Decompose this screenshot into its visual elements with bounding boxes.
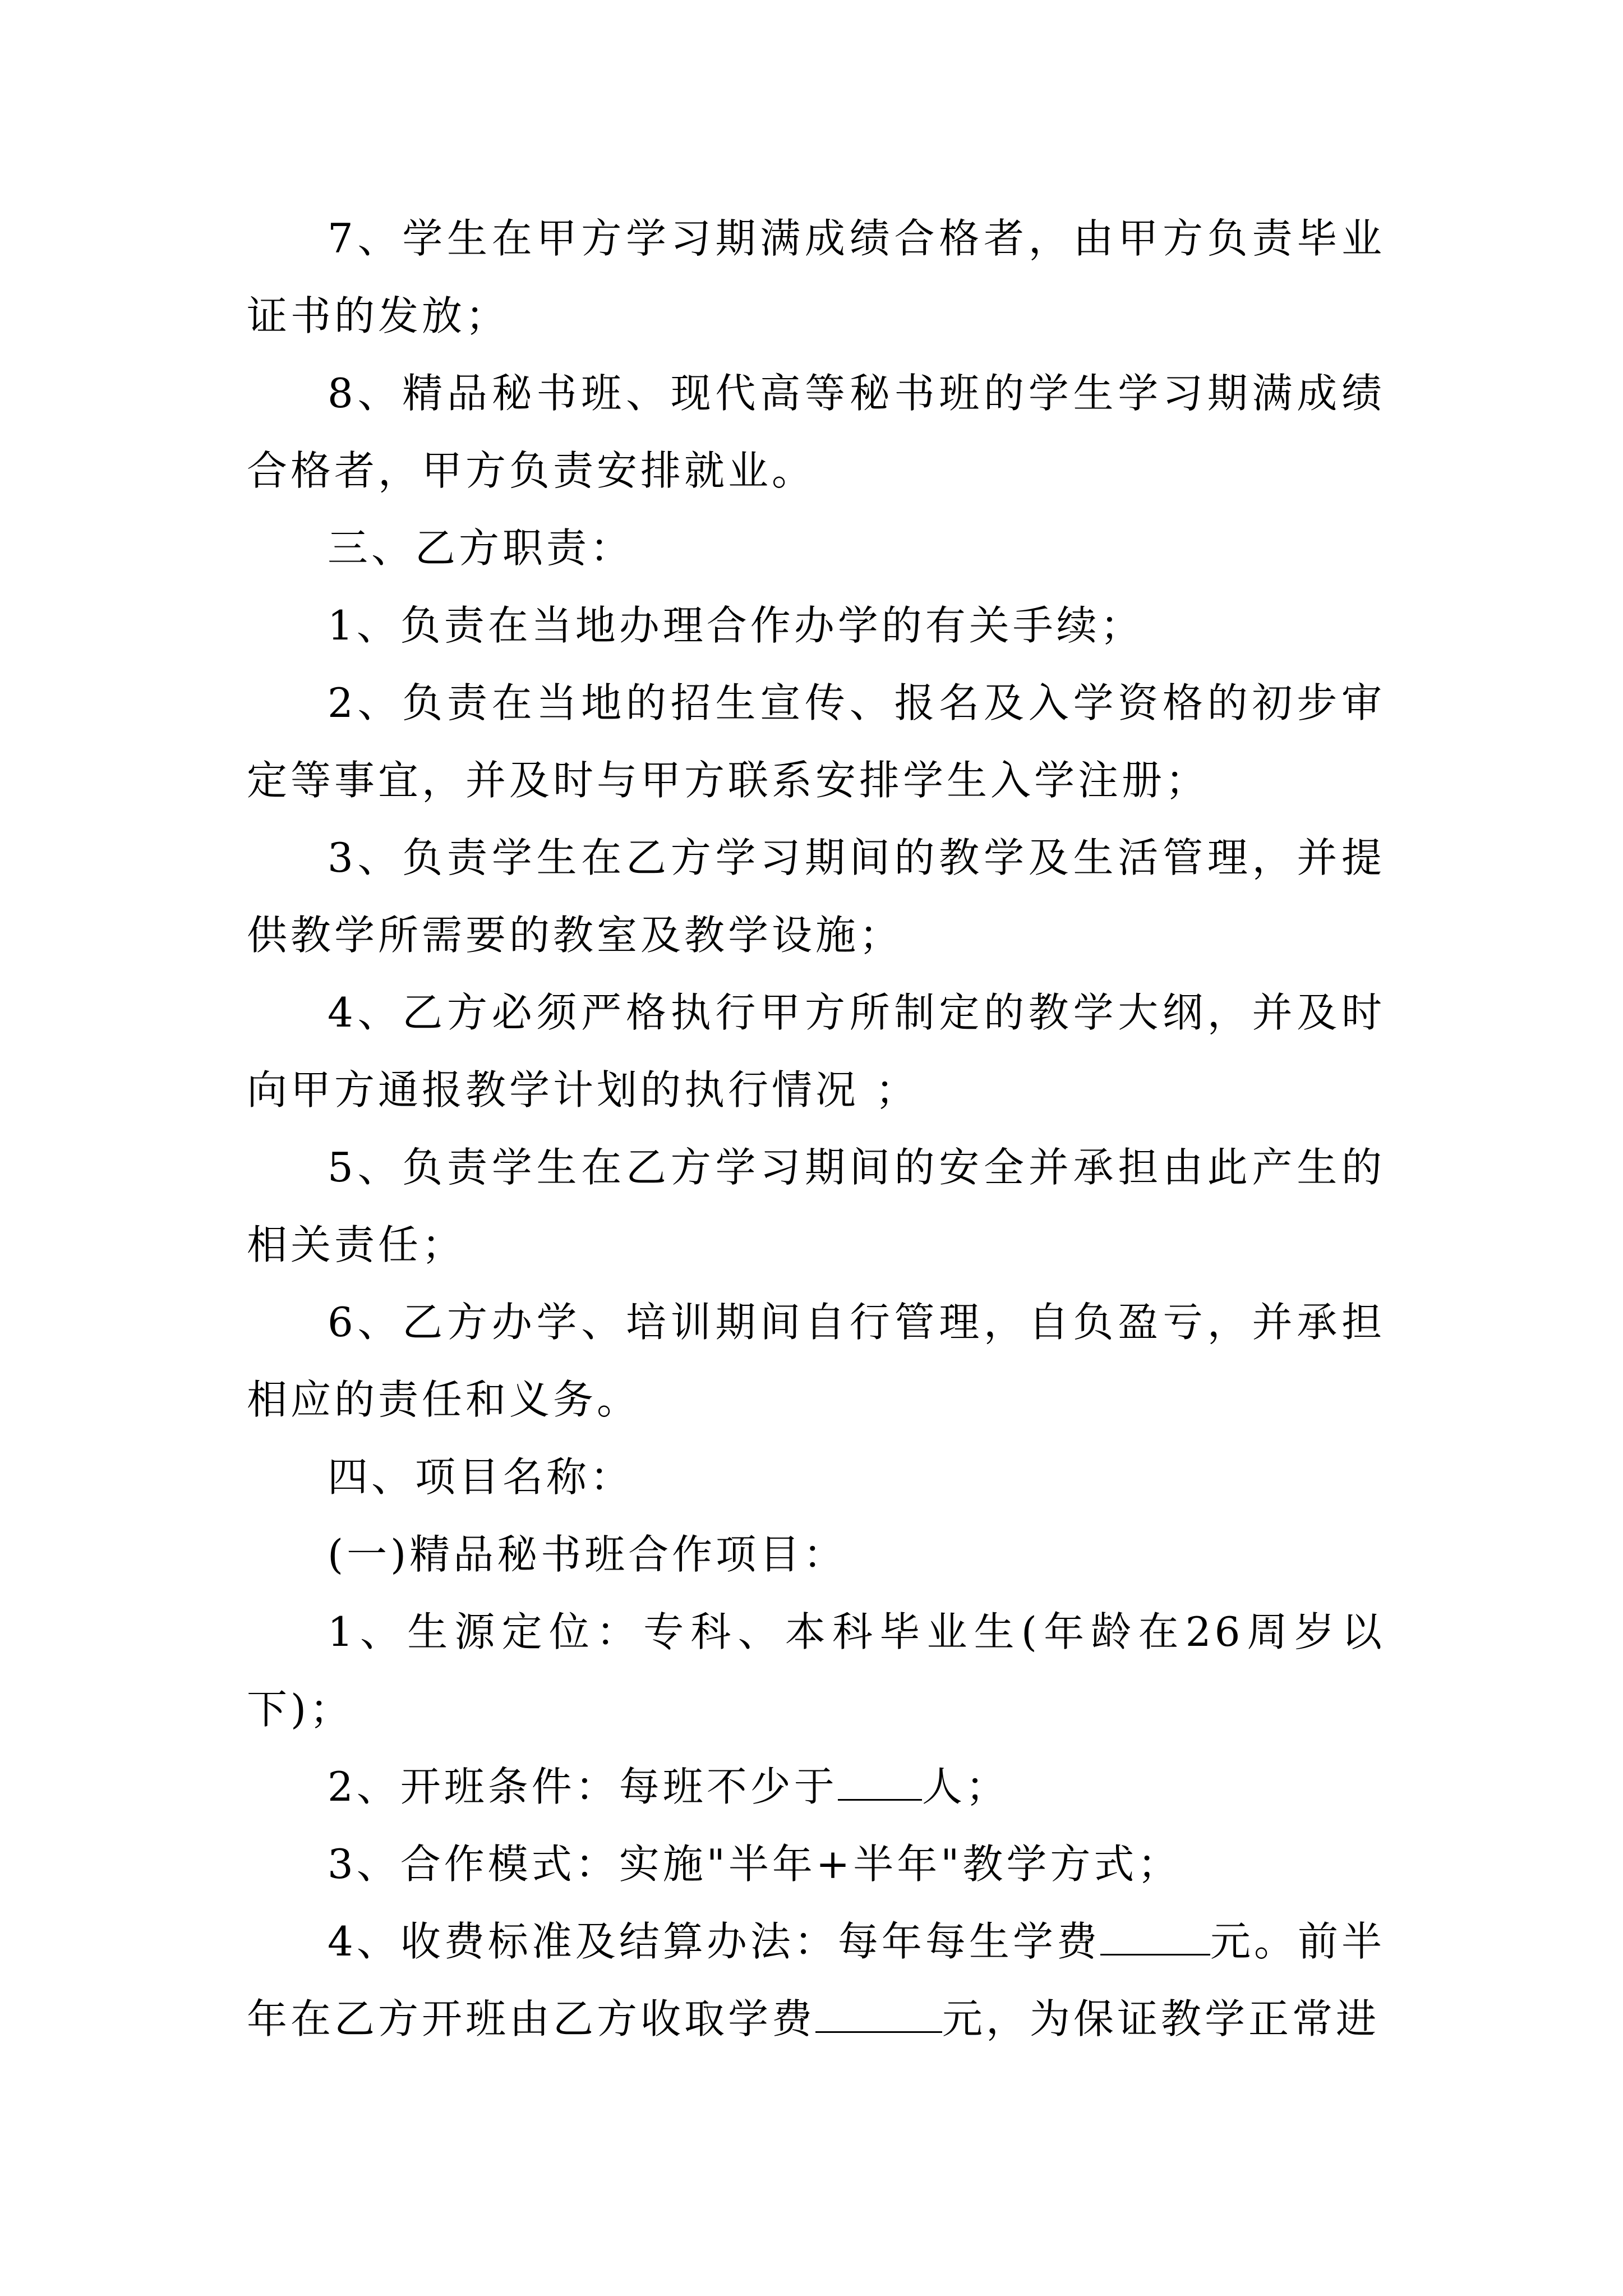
paragraph-local-procedures: 1、负责在当地办理合作办学的有关手续； <box>328 602 1144 649</box>
section-heading-project-name: 四、项目名称： <box>328 1453 634 1501</box>
fees-text-part1: 4、收费标准及结算办法：每年每生学费 <box>328 1918 1100 1965</box>
fees-text-part2: 元。前半年在乙方开班由乙方收取学费 <box>247 1918 1385 2042</box>
paragraph-safety: 5、负责学生在乙方学习期间的安全并承担由此产生的相关责任； <box>247 1144 1385 1268</box>
paragraph-cooperation-mode: 3、合作模式：实施"半年+半年"教学方式； <box>328 1841 1182 1888</box>
paragraph-student-source: 1、生源定位：专科、本科毕业生(年龄在26周岁以下)； <box>247 1608 1385 1733</box>
section-heading-party-b-duties: 三、乙方职责： <box>328 524 634 572</box>
document-body <box>247 200 1385 2058</box>
paragraph-class-conditions <box>247 1748 1385 1825</box>
class-conditions-text: 2、开班条件：每班不少于 <box>328 1763 838 1810</box>
paragraph-fees <box>247 1903 1385 2058</box>
paragraph-self-management: 6、乙方办学、培训期间自行管理，自负盈亏，并承担相应的责任和义务。 <box>247 1299 1385 1423</box>
paragraph-graduation-certificate: 7、学生在甲方学习期满成绩合格者，由甲方负责毕业证书的发放； <box>247 215 1385 339</box>
blank-first-half-tuition <box>815 1998 942 2033</box>
paragraph-recruitment: 2、负责在当地的招生宣传、报名及入学资格的初步审定等事宜，并及时与甲方联系安排学生入学注册； <box>247 679 1385 804</box>
subsection-heading-secretary-class: (一)精品秘书班合作项目： <box>328 1531 847 1578</box>
fees-text-part3: 元，为保证教学正常进 <box>942 1995 1380 2042</box>
class-conditions-unit: 人； <box>921 1763 1009 1810</box>
paragraph-employment: 8、精品秘书班、现代高等秘书班的学生学习期满成绩合格者，甲方负责安排就业。 <box>247 370 1385 494</box>
blank-min-students <box>838 1765 922 1801</box>
paragraph-syllabus: 4、乙方必须严格执行甲方所制定的教学大纲，并及时向甲方通报教学计划的执行情况 ； <box>247 989 1385 1114</box>
paragraph-teaching-management: 3、负责学生在乙方学习期间的教学及生活管理，并提供教学所需要的教室及教学设施； <box>247 834 1385 959</box>
blank-annual-tuition <box>1100 1920 1210 1955</box>
